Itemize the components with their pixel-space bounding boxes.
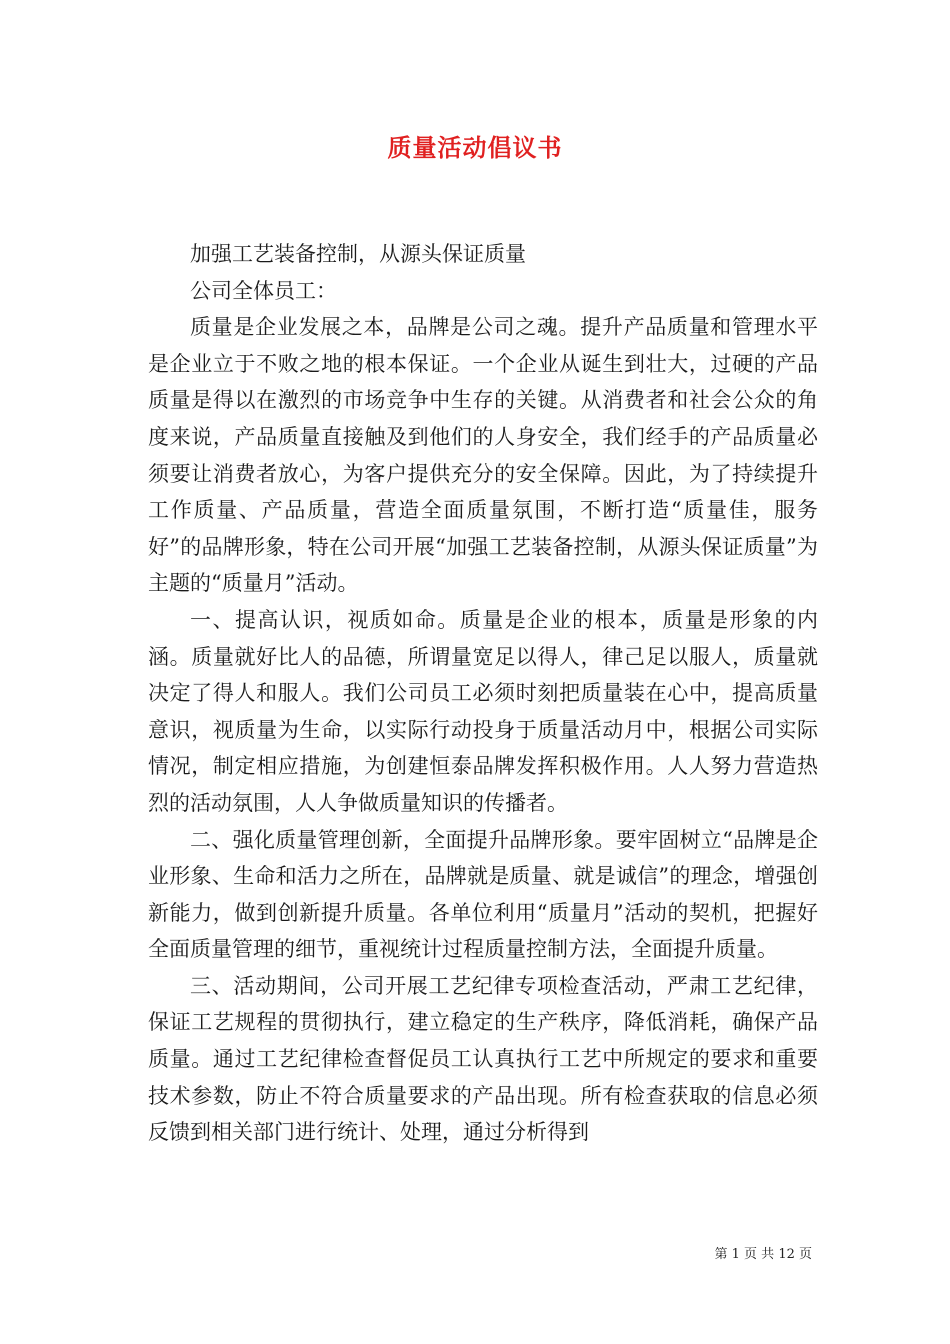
intro-paragraph: 质量是企业发展之本，品牌是公司之魂。提升产品质量和管理水平是企业立于不败之地的根本保证。一个企业从诞生到壮大，过硬的产品质量是得以在激烈的市场竞争中生存的关键。从消费者和社会公众的角度来说，产品质量直接触及到他们的人身安全，我们经手的产品质量必须要让消费者放心，为客户提供充分的安全保障。因此，为了持续提升工作质量、产品质量，营造全面质量氛围，不断打造“质量佳，服务好”的品牌形象，特在公司开展“加强工艺装备控制，从源头保证质量”为主题的“质量月”活动。 (148, 315, 818, 596)
salutation-paragraph: 公司全体员工： (190, 278, 337, 303)
point-three-paragraph: 三、活动期间，公司开展工艺纪律专项检查活动，严肃工艺纪律，保证工艺规程的贯彻执行，建立稳定的生产秩序，降低消耗，确保产品质量。通过工艺纪律检查督促员工认真执行工艺中所规定的要求和重要技术参数，防止不符合质量要求的产品出现。所有检查获取的信息必须反馈到相关部门进行统计、处理，通过分析得到 (148, 973, 818, 1145)
subtitle-paragraph: 加强工艺装备控制，从源头保证质量 (190, 242, 526, 266)
point-two-paragraph: 二、强化质量管理创新，全面提升品牌形象。要牢固树立“品牌是企业形象、生命和活力之所在，品牌就是质量、就是诚信”的理念，增强创新能力，做到创新提升质量。各单位利用“质量月”活动的契机，把握好全面质量管理的细节，重视统计过程质量控制方法，全面提升质量。 (148, 827, 818, 962)
point-one-paragraph: 一、提高认识，视质如命。质量是企业的根本，质量是形象的内涵。质量就好比人的品德，所谓量宽足以得人，律己足以服人，质量就决定了得人和服人。我们公司员工必须时刻把质量装在心中，提高质量意识，视质量为生命，以实际行动投身于质量活动月中，根据公司实际情况，制定相应措施，为创建恒泰品牌发挥积极作用。人人努力营造热烈的活动氛围，人人争做质量知识的传播者。 (148, 607, 818, 815)
document-body (148, 236, 818, 1151)
document-title: 质量活动倡议书 (387, 133, 563, 162)
page-number-footer: 第 1 页 共 12 页 (714, 1247, 812, 1262)
